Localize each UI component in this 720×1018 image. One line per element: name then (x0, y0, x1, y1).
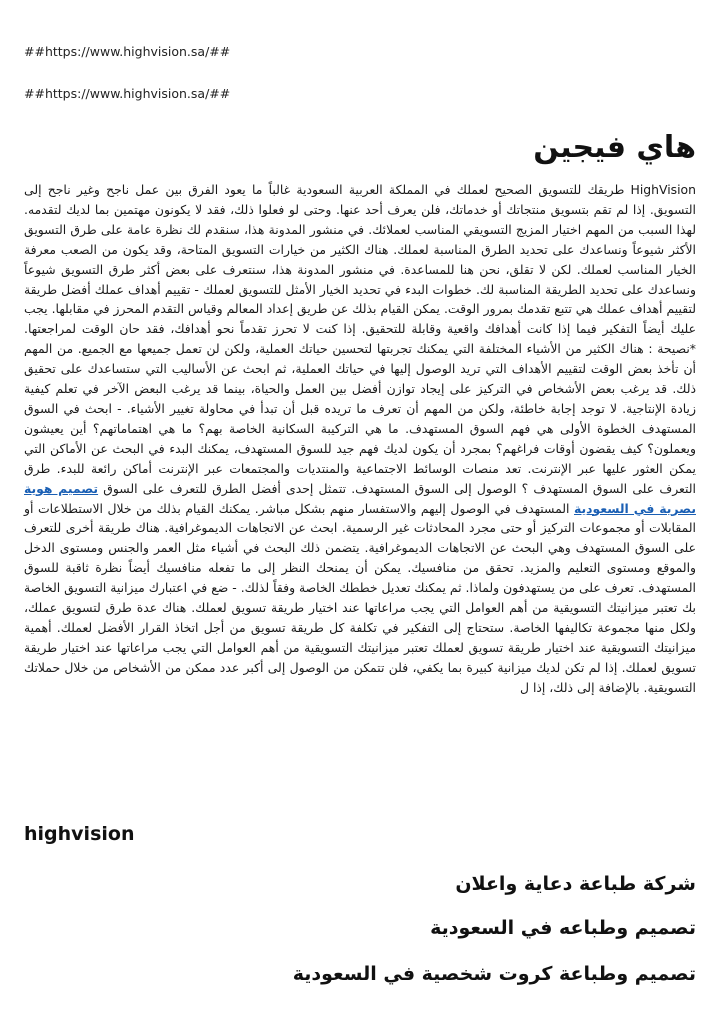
section-heading: شركة طباعة دعاية واعلان (455, 873, 696, 895)
article-body (24, 180, 696, 698)
article-text: HighVision طريقك للتسويق الصحيح لعملك في المملكة العربية السعودية غالباً ما يعود الفرق بين عمل ناجح وغير ناجح إلى التسويق. إذا لم تقم بتسويق منتجاتك أو خدماتك، فلن يعرف أحد عنها. وحتى لو فعلوا ذلك، فقد لا يكونون مهتمين بما لديك لتقدمه. لهذا السبب من المهم اختيار المزيج التسويقي المناسب لعملائك. في منشور المدونة هذا، سنقدم لك نظرة عامة على طرق التسويق الأكثر شيوعاً ونساعدك على تحديد الطرق المناسبة لعملك. هناك الكثير من خيارات التسويق المتاحة، وقد يكون من الصعب معرفة الخيار المناسب لعملك. لكن لا تقلق، نحن هنا للمساعدة. في منشور المدونة هذا، سنتعرف على بعض أكثر طرق التسويق شيوعاً ونساعدك على تحديد الطريقة المناسبة لك. خطوات البدء في تحديد الخيار الأمثل للتسويق لعملك - تقييم أهداف عملك أفضل طريقة لتقييم أهداف عملك هي تتبع تقدمك بمرور الوقت. يمكن القيام بذلك عن طريق إعداد المعالم وقياس التقدم المحرز في مقابلها. يجب عليك أيضاً التفكير فيما إذا كانت أهدافك واقعية وقابلة للتحقيق. إذا كنت لا تحرز تقدماً نحو أهدافك، فقد حان الوقت لمراجعتها. *نصيحة : هناك الكثير من الأشياء المختلفة التي يمكنك تجربتها لتحسين حياتك العملية، ولكن لن تعمل جميعها مع الجميع. من المهم أن تأخذ بعض الوقت لتقييم الأهداف التي تريد الوصول إليها في حياتك العملية، ثم ابحث عن الأساليب التي ستساعدك على تحقيق ذلك. قد يرغب بعض الأشخاص في التركيز على إيجاد توازن أفضل بين العمل والحياة، بينما قد يرغب البعض الآخر في تعلم كيفية زيادة الإنتاجية. لا توجد إجابة خاطئة، ولكن من المهم أن تعرف ما تريده قبل أن تبدأ في محاولة تغيير الأشياء. - ابحث في السوق المستهدف الخطوة الأولى هي فهم السوق المستهدف. ما هي التركيبة السكانية الخاصة بهم؟ ما هي اهتماماتهم؟ أين يعيشون ويعملون؟ كيف يقضون أوقات فراغهم؟ بمجرد أن يكون لديك فهم جيد للسوق المستهدف، يمكنك البدء في البحث عن الأماكن التي يمكن العثور عليها عبر الإنترنت. تعد منصات الوسائط الاجتماعية والمنتديات والمجتمعات عبر الإنترنت أماكن رائعة للبدء. طرق التعرف على السوق المستهدف ؟ الوصول إلى السوق المستهدف. تتمثل إحدى أفضل الطرق للتعرف على السوق (24, 182, 696, 496)
visual-identity-link[interactable]: تصميم هوية بصرية في السعودية (24, 480, 696, 516)
source-url-line: ##https://www.highvision.sa/## (24, 86, 231, 101)
page-title: هاي فيجين (533, 130, 696, 165)
source-url-line: ##https://www.highvision.sa/## (24, 44, 231, 59)
article-text: المستهدف في الوصول إليهم والاستفسار منهم بشكل مباشر. يمكنك القيام بذلك من خلال الاستطلاعات أو المقابلات أو مجموعات التركيز أو حتى مجرد المحادثات غير الرسمية. ابحث عن الاتجاهات الديموغرافية. هناك طريقة أخرى للتعرف على السوق المستهدف وهي البحث عن الاتجاهات الديموغرافية. يتضمن ذلك البحث في أشياء مثل العمر والجنس ومستوى الدخل والموقع ومستوى التعليم والمزيد. تحقق من منافسيك. يمكن أن يمنحك النظر إلى ما تفعله منافسيك أيضاً نظرة ثاقبة للسوق المستهدف. تعرف على من يستهدفون ولماذا. ثم يمكنك تعديل خططك الخاصة وفقاً لذلك. - ضع في اعتبارك ميزانية التسويق الخاصة بك تعتبر ميزانيتك التسويقية من أهم العوامل التي يجب مراعاتها عند اختيار طريقة تسويق لعملك. هناك عدة طرق لتسويق عملك، ولكل منها مجموعة تكاليفها الخاصة. ستحتاج إلى التفكير في تكلفة كل طريقة تسويق من أجل اتخاذ القرار الأفضل لعملك. أهمية ميزانيتك التسويقية عند اختيار طريقة تسويق لعملك تعتبر ميزانيتك التسويقية من أهم العوامل التي يجب مراعاتها عند اختيار طريقة تسويق لعملك. إذا لم تكن لديك ميزانية كبيرة بما يكفي، فلن تتمكن من الوصول إلى أكبر عدد ممكن من الأشخاص من خلال حملاتك التسويقية. بالإضافة إلى ذلك، إذا ل (24, 500, 696, 695)
section-heading: تصميم وطباعة كروت شخصية في السعودية (292, 963, 696, 985)
section-heading: تصميم وطباعه في السعودية (430, 917, 696, 939)
brand-heading: highvision (24, 823, 135, 845)
